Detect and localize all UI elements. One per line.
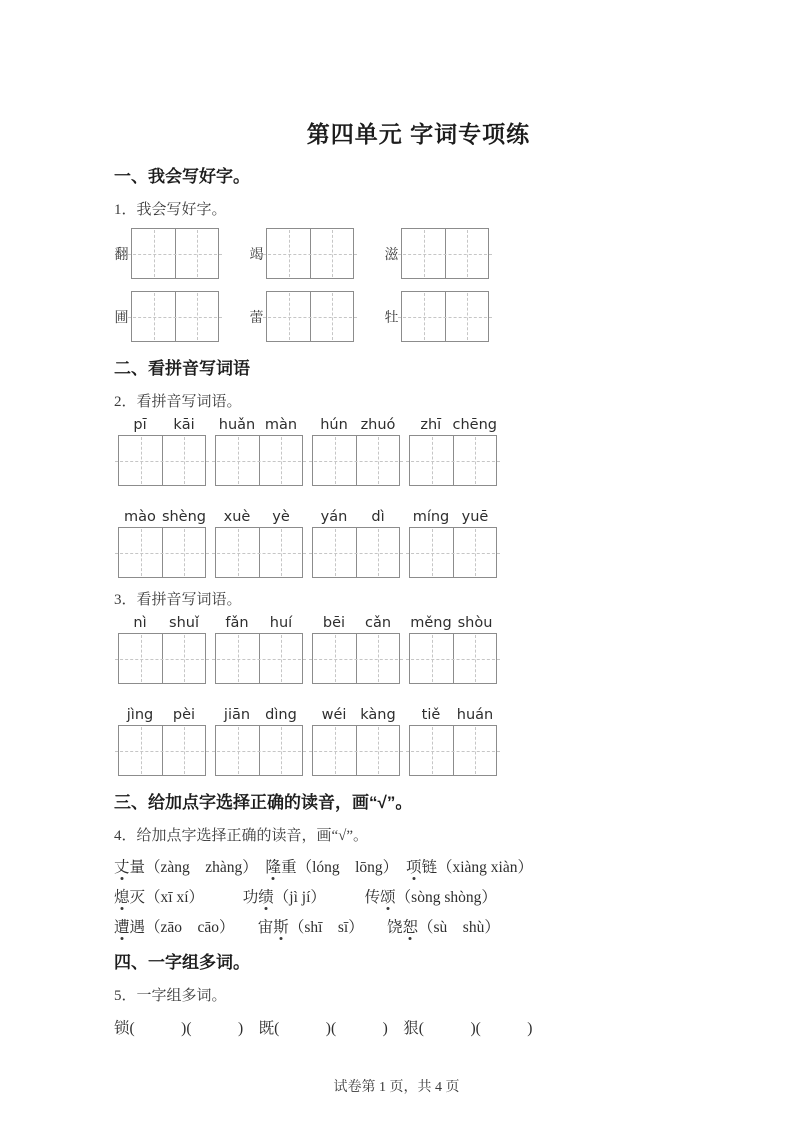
pinyin-grid-group bbox=[118, 508, 206, 578]
writing-grid-group bbox=[114, 291, 219, 342]
writing-grid-row bbox=[114, 291, 723, 342]
pinyin-syllable: jiān bbox=[223, 707, 251, 723]
tianzige-box bbox=[118, 527, 206, 578]
tianzige-box bbox=[401, 291, 489, 342]
pinyin-syllable: mào bbox=[124, 509, 156, 525]
pinyin-labels bbox=[409, 416, 497, 435]
guide-dash-line bbox=[115, 751, 209, 752]
tianzige-box bbox=[409, 527, 497, 578]
pronunciation-line bbox=[114, 859, 723, 876]
pinyin-grid-group bbox=[215, 706, 303, 776]
pinyin-labels bbox=[312, 508, 400, 527]
dotted-character: 斯 bbox=[273, 919, 289, 936]
guide-dash-line bbox=[406, 659, 500, 660]
pinyin-labels bbox=[409, 508, 497, 527]
line-text: 重（lóng lōng） bbox=[281, 859, 406, 876]
pinyin-syllable: yuē bbox=[461, 509, 489, 525]
section2-heading: 二、看拼音写词语 bbox=[114, 359, 250, 378]
pinyin-labels bbox=[312, 416, 400, 435]
grid-character-label: 翻 bbox=[114, 247, 129, 263]
pinyin-labels bbox=[215, 508, 303, 527]
pinyin-syllable: shuǐ bbox=[169, 615, 199, 631]
tianzige-box bbox=[312, 633, 400, 684]
tianzige-box bbox=[131, 291, 219, 342]
pinyin-syllable: měng bbox=[410, 615, 452, 631]
tianzige-box bbox=[131, 228, 219, 279]
writing-grid-group bbox=[384, 291, 489, 342]
pinyin-syllable: huǎn bbox=[218, 417, 256, 433]
pinyin-grid-group bbox=[312, 614, 400, 684]
pinyin-syllable: dì bbox=[371, 509, 385, 525]
pinyin-labels bbox=[118, 416, 206, 435]
dotted-character: 项 bbox=[405, 859, 422, 876]
pinyin-syllable: pèi bbox=[172, 707, 196, 723]
pinyin-syllable: pī bbox=[133, 417, 147, 433]
line-text: （shī sī） 饶 bbox=[288, 919, 403, 936]
pinyin-grid-rows-q3 bbox=[118, 614, 723, 776]
tianzige-box bbox=[401, 228, 489, 279]
pinyin-syllable: shèng bbox=[161, 509, 206, 525]
pinyin-labels bbox=[118, 614, 206, 633]
pronunciation-choice-lines bbox=[114, 859, 723, 936]
tianzige-box bbox=[266, 228, 354, 279]
tianzige-box bbox=[215, 527, 303, 578]
guide-dash-line bbox=[309, 553, 403, 554]
pinyin-syllable: kàng bbox=[360, 707, 396, 723]
pinyin-grid-group bbox=[215, 614, 303, 684]
pinyin-grid-row bbox=[118, 614, 723, 684]
pinyin-syllable: cǎn bbox=[364, 615, 392, 631]
pinyin-syllable: míng bbox=[412, 509, 450, 525]
pinyin-syllable: shòu bbox=[457, 615, 493, 631]
guide-dash-line bbox=[263, 254, 357, 255]
dotted-character: 遭 bbox=[114, 919, 130, 936]
tianzige-box bbox=[215, 725, 303, 776]
word-building-line: 锁( )( ) 既( )( ) 狠( )( ) bbox=[114, 1020, 533, 1037]
tianzige-box bbox=[118, 725, 206, 776]
pronunciation-line bbox=[114, 889, 723, 906]
tianzige-box bbox=[409, 633, 497, 684]
pinyin-syllable: nì bbox=[133, 615, 147, 631]
pinyin-syllable: tiě bbox=[421, 707, 441, 723]
pinyin-syllable: fǎn bbox=[225, 615, 249, 631]
tianzige-box bbox=[118, 633, 206, 684]
grid-character-label: 滋 bbox=[384, 247, 399, 263]
guide-dash-line bbox=[128, 317, 222, 318]
line-text: 链（xiàng xiàn） bbox=[421, 859, 533, 876]
pinyin-syllable: huán bbox=[456, 707, 494, 723]
pinyin-syllable: chēng bbox=[452, 417, 497, 433]
line-text: 遇（zāo cāo） 宙 bbox=[129, 919, 274, 936]
pinyin-syllable: dìng bbox=[265, 707, 297, 723]
page-footer: 试卷第 1 页，共 4 页 bbox=[333, 1080, 460, 1095]
line-text: 量（zàng zhàng） bbox=[129, 859, 266, 876]
pinyin-syllable: jìng bbox=[126, 707, 154, 723]
pinyin-grid-group bbox=[118, 614, 206, 684]
pinyin-grid-group bbox=[215, 416, 303, 486]
page-title: 第四单元 字词专项练 bbox=[306, 121, 531, 147]
pinyin-grid-group bbox=[409, 614, 497, 684]
line-text: （jì jí） 传 bbox=[273, 889, 381, 906]
question4-label: 4．给加点字选择正确的读音，画“√”。 bbox=[114, 828, 369, 844]
writing-grid-group bbox=[384, 228, 489, 279]
tianzige-box bbox=[409, 725, 497, 776]
pinyin-grid-row bbox=[118, 706, 723, 776]
question3-label: 3．看拼音写词语。 bbox=[114, 592, 242, 608]
dotted-character: 绩 bbox=[258, 889, 274, 906]
pinyin-syllable: zhuó bbox=[360, 417, 396, 433]
tianzige-box bbox=[312, 435, 400, 486]
pinyin-grid-group bbox=[409, 508, 497, 578]
guide-dash-line bbox=[115, 461, 209, 462]
pinyin-syllable: hún bbox=[320, 417, 348, 433]
line-text: 灭（xī xí） 功 bbox=[129, 889, 259, 906]
guide-dash-line bbox=[212, 659, 306, 660]
grid-character-label: 蕾 bbox=[249, 310, 264, 326]
guide-dash-line bbox=[406, 751, 500, 752]
pinyin-grid-row bbox=[118, 416, 723, 486]
grid-character-label: 圃 bbox=[114, 310, 129, 326]
pinyin-labels bbox=[409, 614, 497, 633]
pinyin-grid-group bbox=[118, 416, 206, 486]
guide-dash-line bbox=[115, 659, 209, 660]
question2-label: 2．看拼音写词语。 bbox=[114, 394, 242, 410]
guide-dash-line bbox=[309, 461, 403, 462]
question5-label: 5．一字组多词。 bbox=[114, 988, 227, 1004]
pinyin-syllable: zhī bbox=[420, 417, 442, 433]
pinyin-syllable: xuè bbox=[223, 509, 251, 525]
pinyin-labels bbox=[312, 706, 400, 725]
grid-character-label: 竭 bbox=[249, 247, 264, 263]
guide-dash-line bbox=[398, 317, 492, 318]
section1-heading: 一、我会写好字。 bbox=[114, 167, 250, 186]
guide-dash-line bbox=[406, 553, 500, 554]
pronunciation-line bbox=[114, 919, 723, 936]
tianzige-box bbox=[215, 435, 303, 486]
line-text: （sù shù） bbox=[418, 919, 500, 936]
dotted-character: 丈 bbox=[114, 859, 130, 876]
guide-dash-line bbox=[263, 317, 357, 318]
dotted-character: 熄 bbox=[114, 889, 130, 906]
grid-character-label: 牡 bbox=[384, 310, 399, 326]
line-text: （sòng shòng） bbox=[395, 889, 497, 906]
dotted-character: 隆 bbox=[265, 859, 282, 876]
guide-dash-line bbox=[212, 553, 306, 554]
pinyin-grid-group bbox=[118, 706, 206, 776]
pinyin-labels bbox=[312, 614, 400, 633]
pinyin-syllable: yè bbox=[272, 509, 290, 525]
pinyin-labels bbox=[215, 416, 303, 435]
section3-heading: 三、给加点字选择正确的读音，画“√”。 bbox=[114, 793, 413, 812]
pinyin-syllable: bēi bbox=[322, 615, 346, 631]
dotted-character: 恕 bbox=[402, 919, 419, 936]
pinyin-grid-group bbox=[312, 706, 400, 776]
writing-grid-row bbox=[114, 228, 723, 279]
pinyin-labels bbox=[215, 614, 303, 633]
pinyin-syllable: yán bbox=[320, 509, 348, 525]
writing-grid-group bbox=[249, 291, 354, 342]
writing-grid-group bbox=[249, 228, 354, 279]
pinyin-syllable: kāi bbox=[173, 417, 195, 433]
guide-dash-line bbox=[212, 751, 306, 752]
writing-grid-rows bbox=[114, 228, 723, 342]
guide-dash-line bbox=[406, 461, 500, 462]
pinyin-grid-group bbox=[409, 416, 497, 486]
tianzige-box bbox=[312, 725, 400, 776]
pinyin-labels bbox=[118, 508, 206, 527]
pinyin-syllable: wéi bbox=[321, 707, 347, 723]
guide-dash-line bbox=[128, 254, 222, 255]
question1-label: 1．我会写好字。 bbox=[114, 202, 227, 218]
pinyin-grid-group bbox=[312, 416, 400, 486]
guide-dash-line bbox=[398, 254, 492, 255]
pinyin-grid-row bbox=[118, 508, 723, 578]
tianzige-box bbox=[266, 291, 354, 342]
guide-dash-line bbox=[115, 553, 209, 554]
pinyin-labels bbox=[118, 706, 206, 725]
writing-grid-group bbox=[114, 228, 219, 279]
guide-dash-line bbox=[309, 659, 403, 660]
section4-heading: 四、一字组多词。 bbox=[114, 953, 250, 972]
pinyin-grid-group bbox=[312, 508, 400, 578]
guide-dash-line bbox=[309, 751, 403, 752]
pinyin-labels bbox=[409, 706, 497, 725]
pinyin-grid-group bbox=[409, 706, 497, 776]
pinyin-syllable: màn bbox=[264, 417, 298, 433]
dotted-character: 颂 bbox=[380, 889, 396, 906]
pinyin-labels bbox=[215, 706, 303, 725]
tianzige-box bbox=[312, 527, 400, 578]
pinyin-syllable: huí bbox=[269, 615, 293, 631]
tianzige-box bbox=[215, 633, 303, 684]
pinyin-grid-rows-q2 bbox=[118, 416, 723, 578]
pinyin-grid-group bbox=[215, 508, 303, 578]
tianzige-box bbox=[118, 435, 206, 486]
guide-dash-line bbox=[212, 461, 306, 462]
tianzige-box bbox=[409, 435, 497, 486]
